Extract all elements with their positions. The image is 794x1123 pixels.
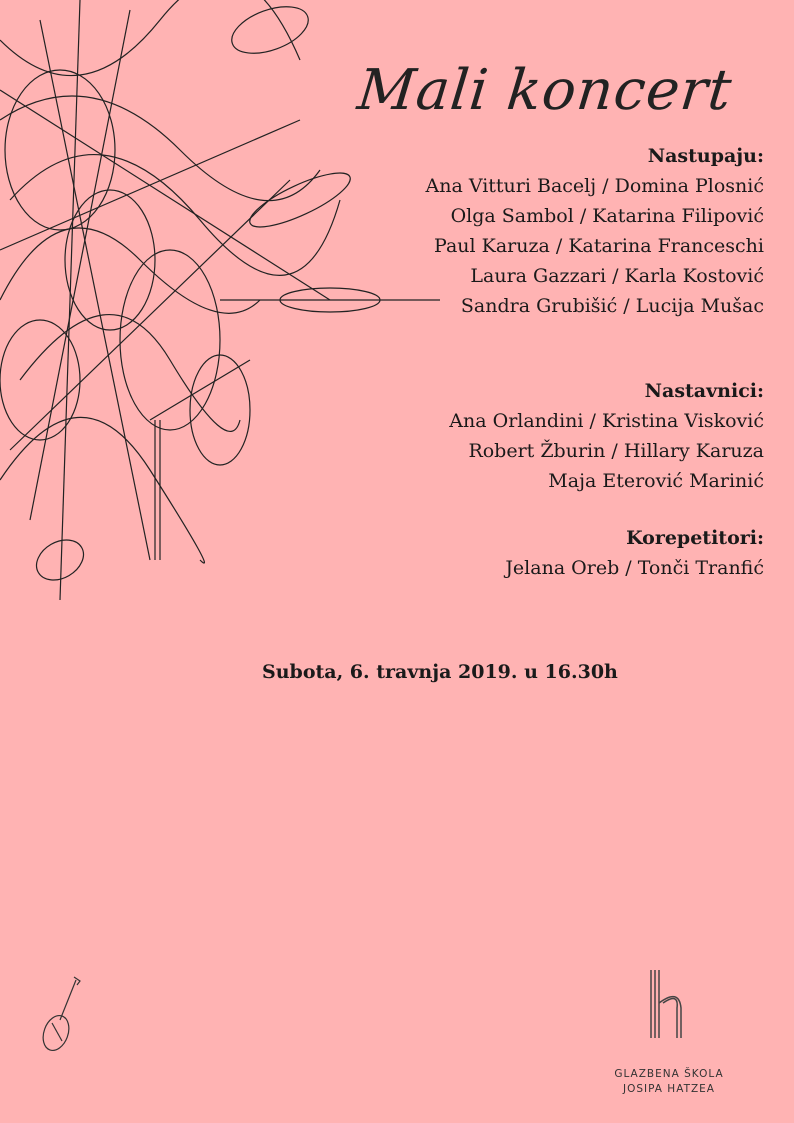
school-logo-mark <box>639 968 699 1043</box>
page-title: Mali koncert <box>354 58 736 123</box>
performer-pair: Paul Karuza / Katarina Franceschi <box>434 235 764 257</box>
violin-icon <box>38 975 88 1055</box>
school-name-line2: JOSIPA HATZEA <box>623 1083 715 1095</box>
teachers-heading: Nastavnici: <box>644 380 764 402</box>
performer-pair: Laura Gazzari / Karla Kostović <box>470 265 764 287</box>
accompanist-line: Jelana Oreb / Tonči Tranfić <box>505 557 764 579</box>
performer-pair: Sandra Grubišić / Lucija Mušac <box>460 295 764 317</box>
teachers-section <box>449 376 764 496</box>
performers-heading: Nastupaju: <box>647 145 764 167</box>
teacher-line: Robert Žburin / Hillary Karuza <box>468 440 764 462</box>
teacher-line: Ana Orlandini / Kristina Visković <box>449 410 764 432</box>
performer-pair: Olga Sambol / Katarina Filipović <box>450 205 764 227</box>
school-logo <box>604 968 734 1097</box>
accompanists-section <box>505 523 764 583</box>
performers-section <box>426 141 765 321</box>
school-name-line1: GLAZBENA ŠKOLA <box>614 1068 724 1080</box>
teacher-line: Maja Eterović Marinić <box>548 470 764 492</box>
concert-date: Subota, 6. travnja 2019. u 16.30h <box>262 661 618 683</box>
accompanists-heading: Korepetitori: <box>626 527 764 549</box>
performer-pair: Ana Vitturi Bacelj / Domina Plosnić <box>425 175 764 197</box>
